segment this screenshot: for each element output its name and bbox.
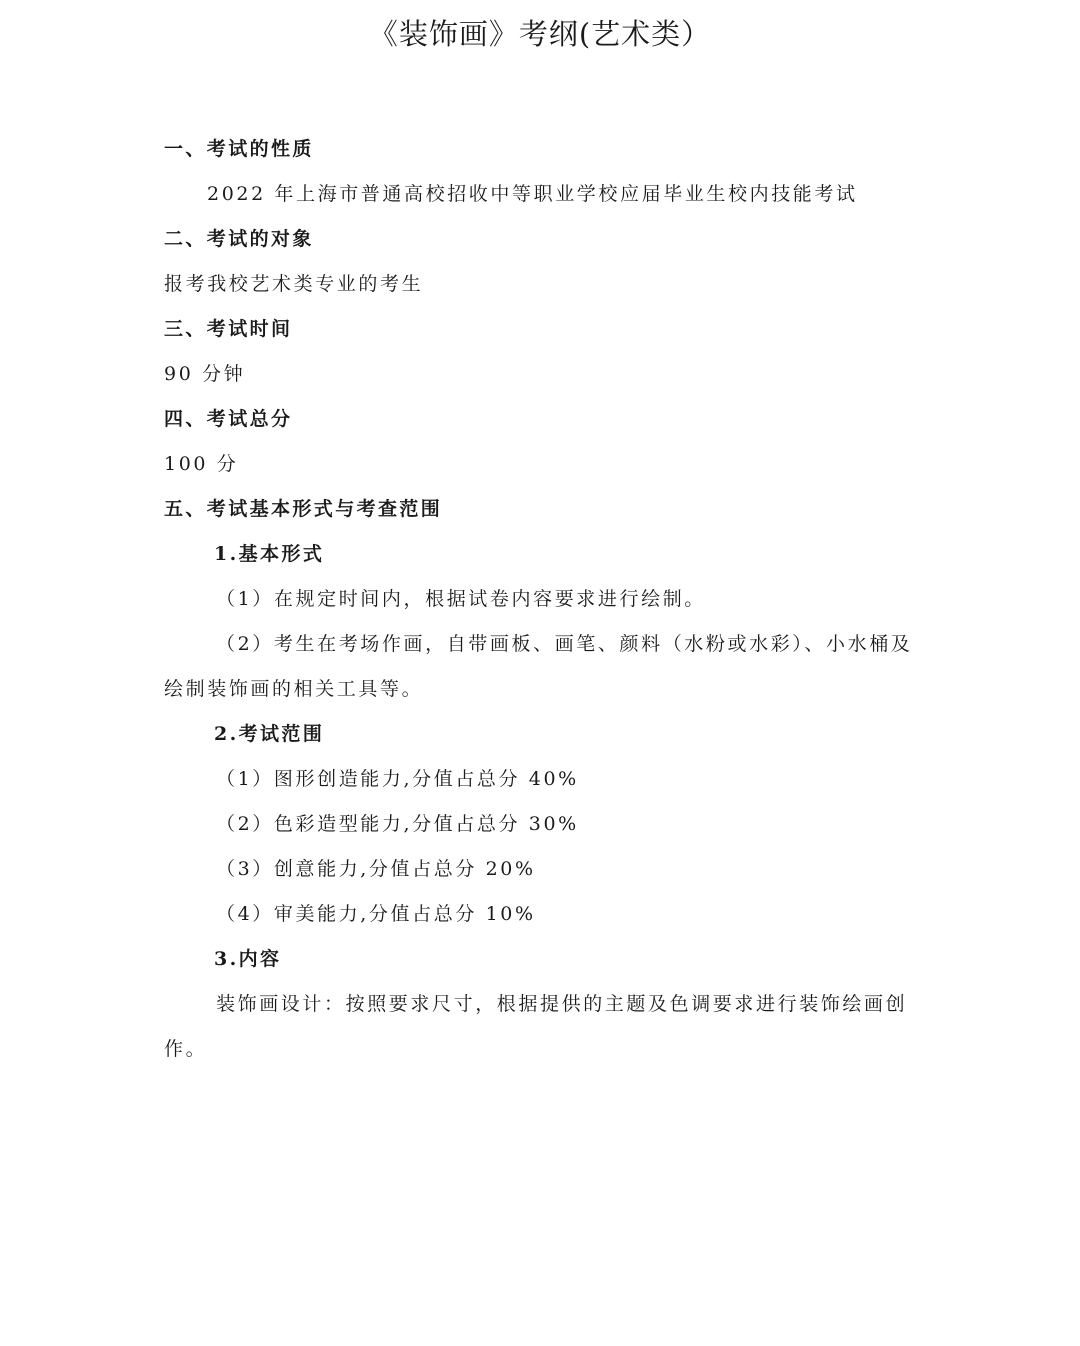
subsection-title-exam-scope: 2.考试范围 [214,723,325,745]
section-body-total-score: 100 分 [164,453,239,475]
list-item: （4）审美能力,分值占总分 10% [216,903,536,925]
section-heading-duration: 三、考试时间 [164,318,293,340]
list-item: （2）考生在考场作画，自带画板、画笔、颜料（水粉或水彩）、小水桶及 [216,633,913,655]
document-title: 《装饰画》考纲(艺术类） [368,17,712,51]
list-item: （3）创意能力,分值占总分 20% [216,858,536,880]
section-heading-target: 二、考试的对象 [164,228,314,250]
section-body-duration: 90 分钟 [164,363,246,385]
list-item-continuation: 绘制装饰画的相关工具等。 [164,678,424,700]
subsection-title-basic-form: 1.基本形式 [214,543,325,565]
content-paragraph-continuation: 作。 [164,1038,208,1060]
subsection-title-content: 3.内容 [214,948,282,970]
section-heading-total-score: 四、考试总分 [164,408,293,430]
list-item: （1）图形创造能力,分值占总分 40% [216,768,579,790]
section-heading-nature: 一、考试的性质 [164,138,314,160]
section-body-nature: 2022 年上海市普通高校招收中等职业学校应届毕业生校内技能考试 [207,183,858,205]
list-item: （2）色彩造型能力,分值占总分 30% [216,813,579,835]
section-body-target: 报考我校艺术类专业的考生 [164,273,424,295]
content-paragraph: 装饰画设计：按照要求尺寸，根据提供的主题及色调要求进行装饰绘画创 [216,993,908,1015]
section-heading-form-scope: 五、考试基本形式与考查范围 [164,498,443,520]
list-item: （1）在规定时间内，根据试卷内容要求进行绘制。 [216,588,706,610]
